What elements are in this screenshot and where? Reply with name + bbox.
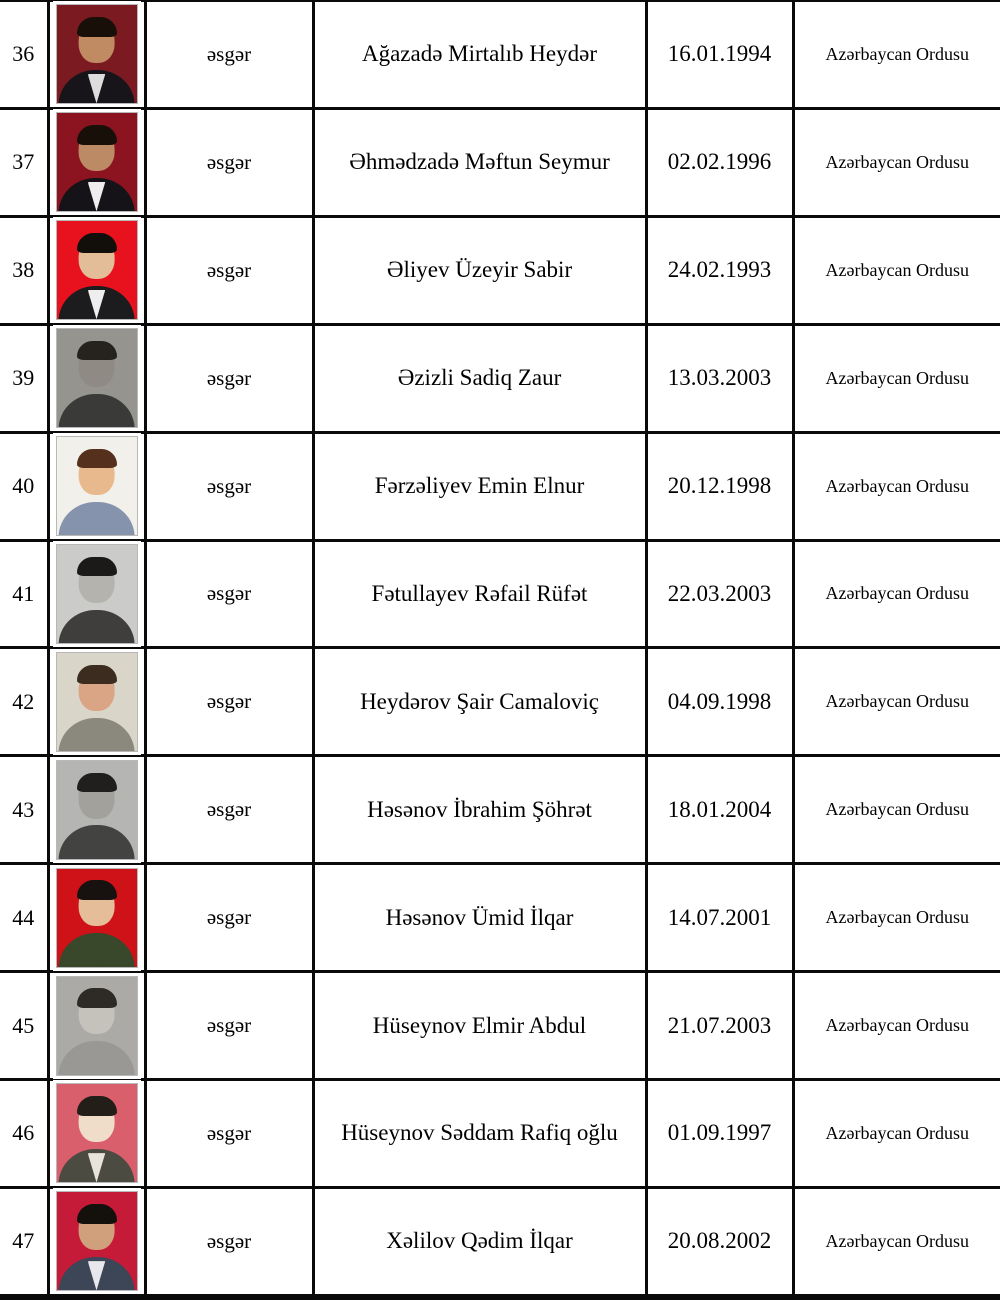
soldier-photo [56, 868, 138, 968]
photo-hair [77, 341, 117, 361]
rank-cell: əsgər [145, 432, 313, 540]
name-cell: Ağazadə Mirtalıb Heydər [313, 1, 646, 108]
soldier-photo [56, 652, 138, 752]
name-cell: Hüseynov Səddam Rafiq oğlu [313, 1080, 646, 1188]
army-cell: Azərbaycan Ordusu [793, 108, 1000, 216]
photo-cell [48, 324, 145, 432]
dob-cell: 20.08.2002 [646, 1187, 793, 1297]
photo-cell [48, 1, 145, 108]
row-number-cell: 44 [0, 864, 48, 972]
dob-cell: 24.02.1993 [646, 216, 793, 324]
photo-hair [77, 233, 117, 253]
dob-cell: 02.02.1996 [646, 108, 793, 216]
name-cell: Əzizli Sadiq Zaur [313, 324, 646, 432]
table-row [0, 540, 1000, 648]
soldier-photo [56, 544, 138, 644]
army-cell: Azərbaycan Ordusu [793, 1187, 1000, 1297]
photo-hair [77, 880, 117, 900]
row-number-cell: 37 [0, 108, 48, 216]
photo-hair [77, 988, 117, 1008]
row-number-cell: 36 [0, 1, 48, 108]
name-cell: Xəlilov Qədim İlqar [313, 1187, 646, 1297]
table-row [0, 648, 1000, 756]
photo-cell [48, 972, 145, 1080]
table-row [0, 756, 1000, 864]
rank-cell: əsgər [145, 972, 313, 1080]
army-cell: Azərbaycan Ordusu [793, 1080, 1000, 1188]
table-row [0, 1187, 1000, 1297]
photo-hair [77, 125, 117, 145]
soldier-photo [56, 976, 138, 1076]
photo-cell [48, 1080, 145, 1188]
soldier-photo [56, 112, 138, 212]
army-cell: Azərbaycan Ordusu [793, 216, 1000, 324]
soldier-photo [56, 436, 138, 536]
photo-hair [77, 1204, 117, 1224]
table-row [0, 1, 1000, 108]
photo-cell [48, 432, 145, 540]
rank-cell: əsgər [145, 1187, 313, 1297]
photo-cell [48, 108, 145, 216]
photo-hair [77, 449, 117, 469]
army-cell: Azərbaycan Ordusu [793, 648, 1000, 756]
table-row [0, 324, 1000, 432]
table-row [0, 432, 1000, 540]
army-cell: Azərbaycan Ordusu [793, 540, 1000, 648]
army-cell: Azərbaycan Ordusu [793, 972, 1000, 1080]
table-row [0, 108, 1000, 216]
dob-cell: 21.07.2003 [646, 972, 793, 1080]
table-row [0, 216, 1000, 324]
row-number-cell: 43 [0, 756, 48, 864]
photo-cell [48, 540, 145, 648]
army-cell: Azərbaycan Ordusu [793, 432, 1000, 540]
dob-cell: 01.09.1997 [646, 1080, 793, 1188]
rank-cell: əsgər [145, 108, 313, 216]
name-cell: Hüseynov Elmir Abdul [313, 972, 646, 1080]
photo-cell [48, 648, 145, 756]
army-cell: Azərbaycan Ordusu [793, 324, 1000, 432]
name-cell: Həsənov Ümid İlqar [313, 864, 646, 972]
army-cell: Azərbaycan Ordusu [793, 756, 1000, 864]
table-row [0, 972, 1000, 1080]
dob-cell: 22.03.2003 [646, 540, 793, 648]
row-number-cell: 39 [0, 324, 48, 432]
table-row [0, 864, 1000, 972]
rank-cell: əsgər [145, 756, 313, 864]
rank-cell: əsgər [145, 216, 313, 324]
soldier-photo [56, 1191, 138, 1291]
row-number-cell: 40 [0, 432, 48, 540]
row-number-cell: 45 [0, 972, 48, 1080]
photo-cell [48, 756, 145, 864]
photo-hair [77, 1096, 117, 1116]
name-cell: Fətullayev Rəfail Rüfət [313, 540, 646, 648]
army-cell: Azərbaycan Ordusu [793, 864, 1000, 972]
dob-cell: 13.03.2003 [646, 324, 793, 432]
row-number-cell: 38 [0, 216, 48, 324]
dob-cell: 04.09.1998 [646, 648, 793, 756]
photo-hair [77, 665, 117, 685]
soldier-photo [56, 760, 138, 860]
photo-hair [77, 17, 117, 37]
army-cell: Azərbaycan Ordusu [793, 1, 1000, 108]
soldier-photo [56, 220, 138, 320]
table-row [0, 1080, 1000, 1188]
dob-cell: 16.01.1994 [646, 1, 793, 108]
photo-cell [48, 864, 145, 972]
soldier-photo [56, 4, 138, 104]
row-number-cell: 41 [0, 540, 48, 648]
roster-body [0, 1, 1000, 1297]
dob-cell: 20.12.1998 [646, 432, 793, 540]
rank-cell: əsgər [145, 1080, 313, 1188]
row-number-cell: 47 [0, 1187, 48, 1297]
dob-cell: 18.01.2004 [646, 756, 793, 864]
rank-cell: əsgər [145, 540, 313, 648]
photo-hair [77, 773, 117, 793]
photo-cell [48, 216, 145, 324]
name-cell: Həsənov İbrahim Şöhrət [313, 756, 646, 864]
rank-cell: əsgər [145, 324, 313, 432]
name-cell: Əliyev Üzeyir Sabir [313, 216, 646, 324]
dob-cell: 14.07.2001 [646, 864, 793, 972]
soldier-photo [56, 328, 138, 428]
name-cell: Heydərov Şair Camaloviç [313, 648, 646, 756]
rank-cell: əsgər [145, 648, 313, 756]
rank-cell: əsgər [145, 864, 313, 972]
name-cell: Fərzəliyev Emin Elnur [313, 432, 646, 540]
photo-cell [48, 1187, 145, 1297]
row-number-cell: 46 [0, 1080, 48, 1188]
photo-hair [77, 557, 117, 577]
soldier-photo [56, 1083, 138, 1183]
name-cell: Əhmədzadə Məftun Seymur [313, 108, 646, 216]
rank-cell: əsgər [145, 1, 313, 108]
row-number-cell: 42 [0, 648, 48, 756]
